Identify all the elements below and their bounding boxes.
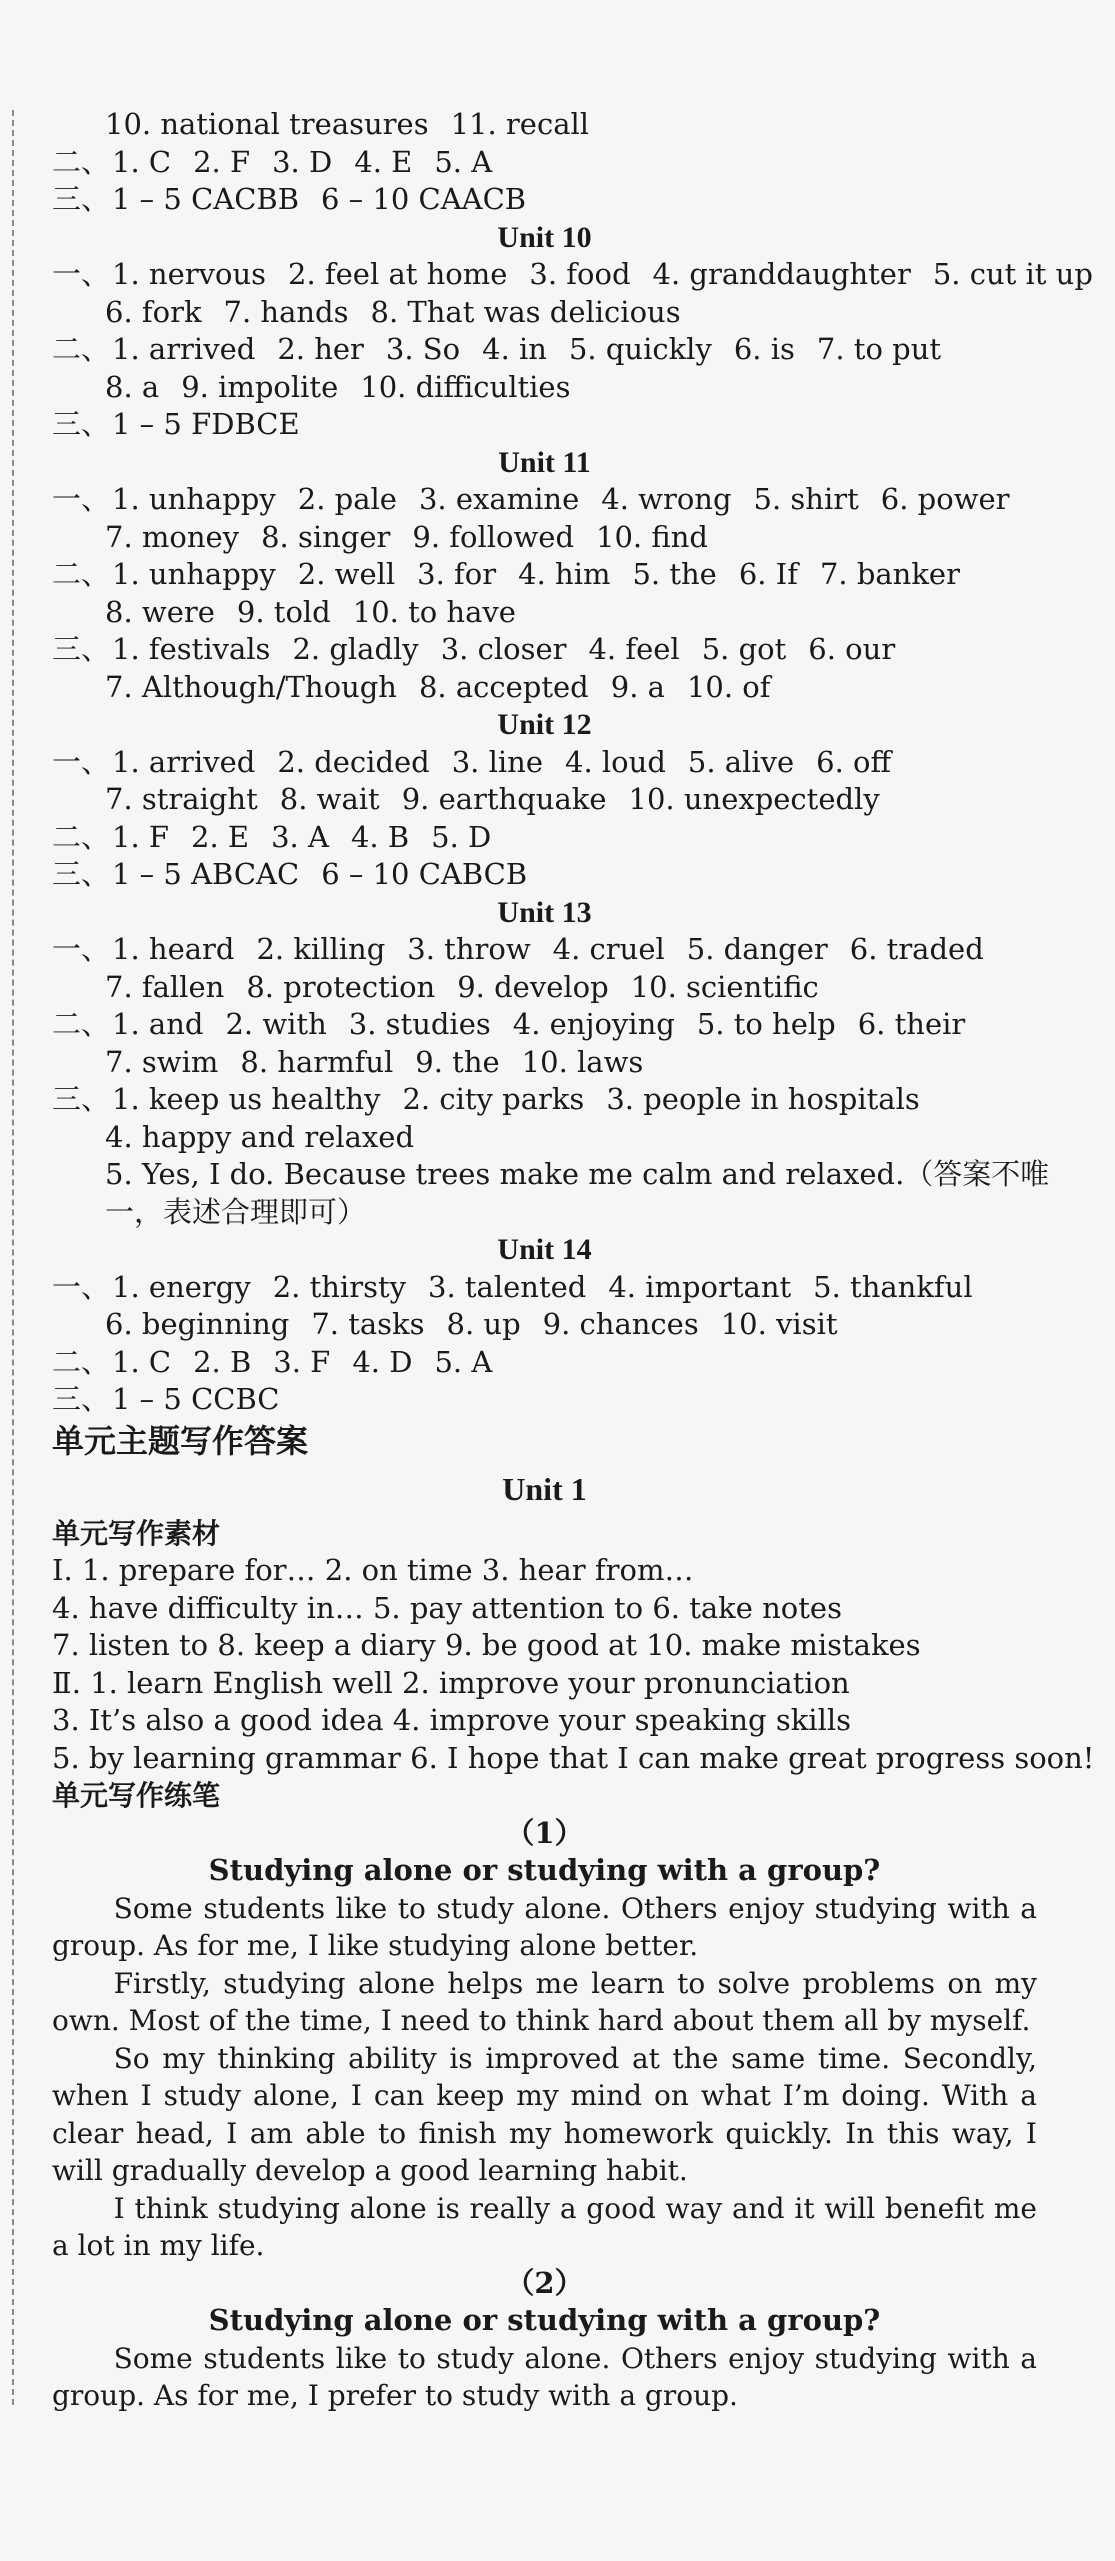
answer-item: 3. throw: [407, 932, 531, 966]
answer-item: 10. find: [596, 519, 708, 554]
section-prefix: 一、: [52, 257, 111, 291]
essay-title: Studying alone or studying with a group?: [208, 2303, 881, 2337]
answer-item: 6. power: [880, 482, 1010, 516]
answer-item: 4. D: [352, 1344, 413, 1379]
answer-item: 9. develop: [457, 969, 609, 1004]
answer-line: [52, 781, 1037, 819]
answer-item: 4. feel: [588, 632, 680, 666]
section-prefix: 三、: [52, 407, 111, 441]
answer-line: [52, 1306, 1037, 1344]
answer-item: 4. wrong: [601, 482, 732, 516]
section-prefix: 一、: [52, 744, 111, 779]
answer-item: 7. swim: [105, 1044, 219, 1079]
answer-item: 4. in: [482, 332, 547, 366]
materials-list: [52, 1552, 1095, 1777]
answer-item: 8. were: [105, 594, 215, 629]
answer-line: [52, 1156, 1050, 1194]
answer-item: 2. B: [193, 1344, 252, 1379]
answer-line: [52, 1269, 1037, 1307]
answer-item: 10. laws: [521, 1044, 644, 1079]
answer-item: 1. keep us healthy: [112, 1082, 381, 1116]
answer-item: 1. arrived: [112, 332, 256, 366]
answer-page: [52, 106, 1095, 2415]
answer-item: 5. A: [434, 144, 493, 179]
answer-item: 5. A: [434, 1344, 493, 1379]
answer-item: 7. hands: [223, 294, 349, 329]
answer-item: 3. closer: [440, 632, 567, 666]
left-margin-dashed-rule: [12, 110, 14, 2405]
answer-item: 9. told: [236, 594, 331, 629]
answer-item: 2. her: [277, 332, 364, 366]
section-prefix: 二、: [52, 332, 111, 366]
answer-item: 一，表述合理即可）: [105, 1194, 367, 1229]
section-prefix: 三、: [52, 182, 111, 216]
answer-item: 3. food: [529, 257, 631, 291]
answer-line: [52, 856, 1037, 894]
answer-item: 3. examine: [418, 482, 580, 516]
material-line: 3. It’s also a good idea 4. improve your speaking skills: [52, 1703, 852, 1737]
essay-paragraph: Some students like to study alone. Others enjoy studying with a group. As for me, I prefer to study with a group.: [52, 2341, 1037, 2412]
answer-item: 2. feel at home: [288, 257, 508, 291]
answer-item: 3. people in hospitals: [606, 1082, 920, 1116]
unit-heading: Unit 14: [497, 1233, 592, 1266]
answer-line: [52, 331, 1037, 369]
practice-heading: 单元写作练笔: [52, 1779, 221, 1812]
answer-item: 5. got: [701, 632, 787, 666]
answer-item: 2. gladly: [292, 632, 419, 666]
answer-item: 7. to put: [816, 332, 942, 366]
answer-item: 6. our: [808, 632, 896, 666]
answer-item: 6. is: [733, 332, 795, 366]
section-prefix: 一、: [52, 482, 111, 516]
answer-line: [52, 1344, 1037, 1382]
answer-item: 6. their: [857, 1007, 966, 1041]
section-prefix: 三、: [52, 632, 111, 666]
answer-item: 5. Yes, I do. Because trees make me calm and relaxed.（答案不唯: [105, 1157, 1050, 1191]
answer-item: 8. protection: [246, 969, 436, 1004]
answer-item: 6. traded: [849, 932, 984, 966]
answer-item: 4. him: [518, 557, 611, 591]
unit-heading: Unit 11: [498, 445, 591, 479]
answer-item: 10. national treasures: [105, 107, 429, 141]
unit-heading: Unit 12: [497, 708, 592, 741]
answer-item: 3. for: [417, 557, 497, 591]
answer-line: [52, 1044, 1037, 1082]
answer-line: [52, 1081, 1037, 1119]
answer-item: 8. singer: [261, 519, 391, 554]
answer-item: 2. pale: [297, 482, 397, 516]
answer-item: 1. energy: [112, 1269, 251, 1304]
answer-line: [52, 556, 1037, 594]
section-prefix: 二、: [52, 144, 111, 179]
answer-item: 4. enjoying: [512, 1007, 675, 1041]
answer-item: 1 – 5 CACBB: [112, 182, 300, 216]
answer-item: 8. That was delicious: [370, 294, 681, 329]
answer-line: [52, 144, 1037, 182]
answer-key-section: [52, 106, 1093, 1419]
answer-item: 7. straight: [105, 782, 258, 816]
answer-line: [52, 406, 1037, 444]
section-prefix: 三、: [52, 857, 111, 891]
answer-item: 10. scientific: [630, 969, 819, 1004]
answer-item: 10. difficulties: [360, 369, 571, 404]
answer-line: [52, 969, 1037, 1007]
answer-item: 4. B: [350, 819, 410, 854]
answer-item: 2. decided: [277, 744, 430, 779]
answer-item: 1. unhappy: [112, 557, 276, 591]
answer-item: 1. C: [112, 144, 172, 179]
section-prefix: 二、: [52, 1007, 111, 1041]
answer-item: 1. unhappy: [112, 482, 276, 516]
answer-item: 1. festivals: [112, 632, 271, 666]
essay-2: [52, 2265, 1037, 2415]
answer-line: [52, 669, 1037, 707]
answer-item: 8. accepted: [418, 669, 589, 704]
answer-item: 4. granddaughter: [652, 257, 911, 291]
essay-1: [52, 1815, 1037, 2265]
answer-item: 6. off: [816, 744, 892, 779]
section-prefix: 二、: [52, 819, 111, 854]
answer-item: 5. quickly: [568, 332, 712, 366]
answer-item: 10. of: [686, 669, 771, 704]
writing-section-title: 单元主题写作答案: [52, 1421, 309, 1460]
answer-item: 7. fallen: [105, 969, 225, 1004]
answer-item: 1 – 5 FDBCE: [112, 407, 300, 441]
answer-item: 4. cruel: [552, 932, 665, 966]
answer-item: 2. F: [193, 144, 251, 179]
answer-item: 3. So: [385, 332, 461, 366]
answer-item: 4. E: [354, 144, 413, 179]
essay-paragraph: Firstly, studying alone helps me learn to solve problems on my own. Most of the time, I need to think hard about them all by myself.: [52, 1966, 1037, 2037]
answer-line: [52, 256, 1093, 294]
answer-item: 10. visit: [720, 1307, 838, 1341]
material-line: 4. have difficulty in… 5. pay attention to 6. take notes: [52, 1590, 842, 1625]
answer-line: [52, 594, 1037, 632]
answer-line: [52, 744, 1037, 782]
material-line: 5. by learning grammar 6. I hope that I can make great progress soon!: [52, 1740, 1095, 1775]
answer-item: 9. the: [415, 1044, 500, 1079]
answer-item: 1. nervous: [112, 257, 267, 291]
answer-item: 1 – 5 ABCAC: [112, 857, 300, 891]
answer-item: 2. city parks: [402, 1082, 585, 1116]
section-prefix: 一、: [52, 1269, 111, 1304]
answer-item: 9. a: [610, 669, 665, 704]
answer-item: 1. arrived: [112, 744, 256, 779]
essay-paragraph: I think studying alone is really a good way and it will benefit me a lot in my life.: [52, 2191, 1037, 2262]
section-prefix: 二、: [52, 1344, 111, 1379]
answer-item: 4. happy and relaxed: [105, 1119, 415, 1154]
answer-item: 2. E: [191, 819, 250, 854]
material-line: Ⅱ. 1. learn English well 2. improve your pronunciation: [52, 1665, 850, 1700]
answer-item: 5. D: [431, 819, 492, 854]
answer-line: [52, 931, 1037, 969]
answer-line: [52, 294, 1037, 332]
answer-item: 10. to have: [352, 594, 516, 629]
section-prefix: 一、: [52, 932, 111, 966]
answer-item: 7. banker: [819, 557, 960, 591]
answer-line: [52, 1194, 1037, 1232]
answer-item: 5. to help: [696, 1007, 836, 1041]
answer-item: 7. tasks: [311, 1307, 425, 1341]
answer-item: 2. thirsty: [272, 1269, 406, 1304]
answer-item: 11. recall: [450, 107, 590, 141]
answer-item: 4. loud: [565, 744, 666, 779]
answer-item: 3. studies: [348, 1007, 491, 1041]
answer-line: [52, 181, 1037, 219]
answer-item: 1. F: [112, 819, 170, 854]
answer-item: 4. important: [608, 1269, 792, 1304]
essay-paragraph: So my thinking ability is improved at the same time. Secondly, when I study alone, I can keep my mind on what I’m doing. With a clear head, I am able to finish my homework quickly. In this way, I will gradually develop a good learning habit.: [52, 2041, 1037, 2187]
answer-item: 3. talented: [428, 1269, 587, 1304]
answer-item: 2. well: [297, 557, 396, 591]
answer-item: 6 – 10 CABCB: [321, 857, 528, 891]
answer-line: [52, 481, 1037, 519]
answer-item: 2. killing: [256, 932, 386, 966]
answer-item: 5. thankful: [813, 1269, 973, 1304]
answer-item: 3. F: [273, 1344, 331, 1379]
answer-item: 5. danger: [686, 932, 828, 966]
essay-number: （2）: [505, 2265, 584, 2300]
answer-item: 7. Although/Though: [105, 669, 397, 704]
answer-item: 7. money: [105, 519, 240, 554]
answer-item: 5. the: [632, 557, 717, 591]
answer-item: 1. heard: [112, 932, 235, 966]
answer-item: 8. a: [105, 369, 160, 404]
answer-item: 9. impolite: [181, 369, 339, 404]
answer-item: 9. earthquake: [401, 782, 607, 816]
answer-item: 1 – 5 CCBC: [112, 1382, 280, 1416]
essay-number: （1）: [505, 1815, 584, 1850]
section-prefix: 三、: [52, 1382, 111, 1416]
answer-item: 9. followed: [412, 519, 575, 554]
answer-item: 10. unexpectedly: [628, 782, 880, 816]
writing-unit-title: Unit 1: [502, 1470, 587, 1507]
unit-heading: Unit 13: [497, 895, 592, 929]
unit-heading: Unit 10: [497, 220, 592, 254]
answer-item: 1. C: [112, 1344, 172, 1379]
answer-line: [52, 1381, 1037, 1419]
answer-item: 3. line: [451, 744, 544, 779]
answer-item: 6 – 10 CAACB: [321, 182, 527, 216]
answer-item: 5. cut it up: [932, 257, 1093, 291]
material-line: 7. listen to 8. keep a diary 9. be good at 10. make mistakes: [52, 1628, 921, 1662]
answer-item: 6. fork: [105, 294, 202, 329]
answer-line: [52, 369, 1037, 407]
answer-line: [52, 1006, 1037, 1044]
section-prefix: 三、: [52, 1082, 111, 1116]
answer-item: 8. harmful: [240, 1044, 394, 1079]
answer-item: 1. and: [112, 1007, 204, 1041]
answer-item: 6. If: [738, 557, 798, 591]
materials-heading: 单元写作素材: [52, 1516, 221, 1550]
essay-title: Studying alone or studying with a group?: [208, 1853, 881, 1887]
answer-item: 9. chances: [542, 1307, 699, 1341]
answer-item: 2. with: [225, 1007, 327, 1041]
section-prefix: 二、: [52, 557, 111, 591]
answer-line: [52, 1119, 1037, 1157]
answer-line: [52, 519, 1037, 557]
answer-item: 3. A: [271, 819, 329, 854]
essay-paragraph: Some students like to study alone. Others enjoy studying with a group. As for me, I like studying alone better.: [52, 1891, 1037, 1962]
answer-item: 8. wait: [279, 782, 380, 816]
answer-line: [52, 106, 1037, 144]
answer-item: 5. shirt: [753, 482, 859, 516]
material-line: Ⅰ. 1. prepare for… 2. on time 3. hear from…: [52, 1553, 694, 1587]
answer-item: 8. up: [446, 1307, 521, 1341]
answer-item: 6. beginning: [105, 1307, 290, 1341]
answer-line: [52, 819, 1037, 857]
answer-item: 3. D: [272, 144, 333, 179]
answer-line: [52, 631, 1037, 669]
answer-item: 5. alive: [687, 744, 795, 779]
